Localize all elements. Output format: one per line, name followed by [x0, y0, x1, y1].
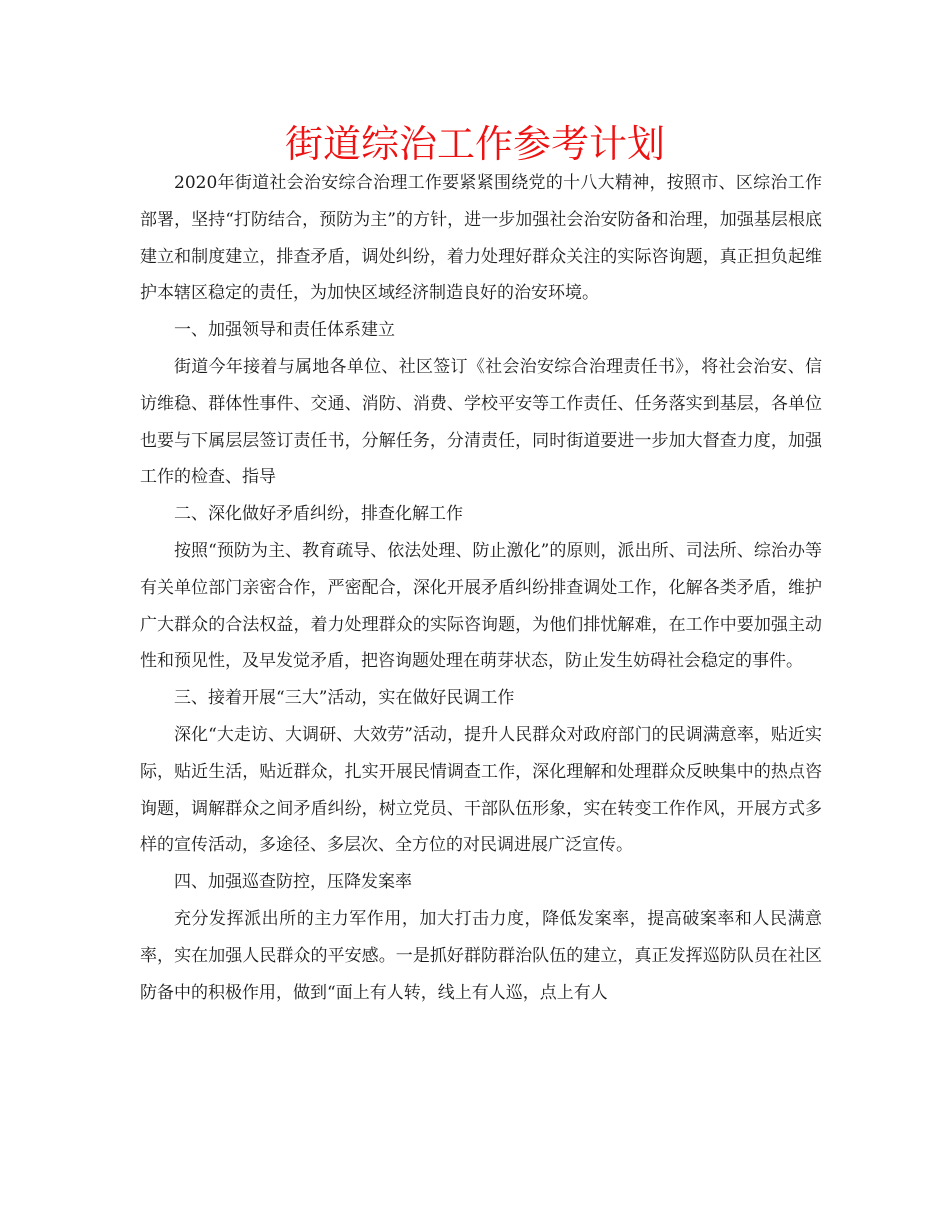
section-paragraph-3: 深化“大走访、大调研、大效劳”活动，提升人民群众对政府部门的民调满意率，贴近实际，贴近生活，贴近群众，扎实开展民情调查工作，深化理解和处理群众反映集中的热点咨询题，调解群众之间矛盾纠纷，树立党员、干部队伍形象，实在转变工作作风，开展方式多样的宣传活动，多途径、多层次、全方位的对民调进展广泛宣传。 [140, 724, 822, 856]
section-heading-2: 二、深化做好矛盾纠纷，排查化解工作 [174, 504, 463, 525]
section-heading-1: 一、加强领导和责任体系建立 [174, 320, 395, 341]
document-title: 街道综治工作参考计划 [284, 122, 665, 166]
section-paragraph-4: 充分发挥派出所的主力军作用，加大打击力度，降低发案率，提高破案率和人民满意率，实在加强人民群众的平安感。一是抓好群防群治队伍的建立，真正发挥巡防队员在社区防备中的积极作用，做到“面上有人转，线上有人巡，点上有人 [140, 908, 822, 1003]
document-body [140, 165, 822, 1011]
section-heading-4: 四、加强巡查防控，压降发案率 [174, 872, 412, 893]
section-paragraph-1: 街道今年接着与属地各单位、社区签订《社会治安综合治理责任书》，将社会治安、信访维稳、群体性事件、交通、消防、消费、学校平安等工作责任、任务落实到基层，各单位也要与下属层层签订责任书，分解任务，分清责任，同时街道要进一步加大督查力度，加强工作的检查、指导 [140, 356, 822, 488]
intro-paragraph: 2020年街道社会治安综合治理工作要紧紧围绕党的十八大精神，按照市、区综治工作部署，坚持“打防结合，预防为主”的方针，进一步加强社会治安防备和治理，加强基层根底建立和制度建立，排查矛盾，调处纠纷，着力处理好群众关注的实际咨询题，真正担负起维护本辖区稳定的责任，为加快区域经济制造良好的治安环境。 [140, 173, 822, 304]
section-paragraph-2: 按照“预防为主、教育疏导、依法处理、防止激化”的原则，派出所、司法所、综治办等有关单位部门亲密合作，严密配合，深化开展矛盾纠纷排查调处工作，化解各类矛盾，维护广大群众的合法权益，着力处理群众的实际咨询题，为他们排忧解难，在工作中要加强主动性和预见性，及早发觉矛盾，把咨询题处理在萌芽状态，防止发生妨碍社会稳定的事件。 [140, 540, 822, 672]
section-heading-3: 三、接着开展“三大”活动，实在做好民调工作 [174, 688, 515, 709]
